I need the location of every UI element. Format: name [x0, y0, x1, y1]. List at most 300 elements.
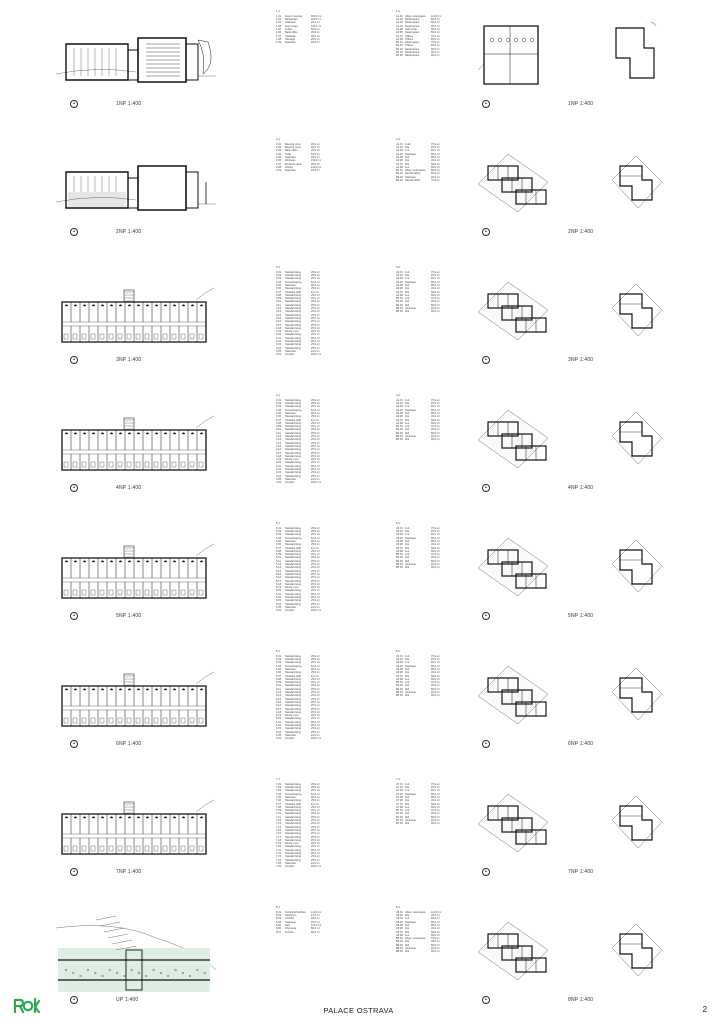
room-area: 80,0 m² [431, 815, 440, 819]
north-arrow-icon [482, 740, 490, 748]
room-code: A3.02 [396, 274, 403, 278]
room-name: Standard king [285, 838, 302, 842]
room-schedule [276, 138, 321, 172]
room-name: Restroom [285, 914, 297, 918]
room-area: 25,0 m² [311, 431, 320, 435]
room-name: Back office [285, 31, 298, 35]
room-code: 1.02 [276, 18, 282, 22]
room-area: 60,0 m² [311, 146, 320, 150]
room-name: Standard king [285, 448, 302, 452]
room-area: 70,0 m² [431, 425, 440, 429]
room-area: 58,0 m² [431, 549, 440, 553]
room-code: 6.06 [276, 671, 282, 675]
room-name: 2+1 [405, 165, 410, 169]
room-name: Standard king [285, 677, 302, 681]
room-code: A7.03 [396, 789, 403, 793]
room-name: Standard king [285, 654, 302, 658]
room-code: B5.04 [396, 563, 403, 567]
room-area: 40,0 m² [311, 330, 320, 334]
room-code: A2.04 [396, 152, 403, 156]
north-arrow-icon [482, 228, 490, 236]
room-name: 3kk [405, 431, 410, 435]
room-name: Event Area [285, 24, 298, 28]
room-area: 30,0 m² [311, 149, 320, 153]
room-code: 3.26 [276, 353, 282, 357]
room-code: 7.16 [276, 832, 282, 836]
room-code: 1.01 [276, 14, 282, 18]
room-name: 2kk [405, 418, 410, 422]
room-area: 60,0 m² [431, 277, 440, 281]
room-code: A2.01 [396, 142, 403, 146]
room-name: Standard king [285, 566, 302, 570]
room-code: 2.05 [276, 155, 282, 159]
room-name: Staircase [405, 920, 416, 924]
room-name: Entrance area [285, 162, 302, 166]
room-name: Standard king [285, 431, 302, 435]
room-name: Staircase [405, 435, 416, 439]
room-schedule-heading: 7.2 [396, 777, 400, 781]
room-code: B8.04 [396, 947, 403, 951]
room-name: Standard king [285, 589, 302, 593]
room-code: A3.08 [396, 293, 403, 297]
room-code: 3.05 [276, 283, 282, 287]
room-area: 25,0 m² [311, 326, 320, 330]
room-area: 32,0 m² [431, 799, 440, 803]
room-code: 5.19 [276, 586, 282, 590]
room-area: 180,0 m² [311, 865, 322, 869]
room-area: 12,0 m² [311, 408, 320, 412]
floor-row [0, 6, 717, 134]
room-code: 6.08 [276, 677, 282, 681]
room-area: 30,0 m² [431, 684, 440, 688]
room-area: 32,0 m² [431, 415, 440, 419]
room-code: 7.04 [276, 792, 282, 796]
north-arrow-icon [482, 996, 490, 1004]
room-code: A3.01 [396, 270, 403, 274]
room-area: 45,0 m² [431, 274, 440, 278]
room-code: A5.05 [396, 539, 403, 543]
room-name: Corridor [285, 609, 295, 613]
room-code: 2.03 [276, 149, 282, 153]
room-name: Standard king [285, 819, 302, 823]
room-schedule-row [276, 41, 321, 44]
room-code: A8.04 [396, 920, 403, 924]
room-area: 25,0 m² [311, 576, 320, 580]
room-area: 25,0 m² [311, 710, 320, 714]
room-name: Standard king [285, 805, 302, 809]
room-name: Retail space [405, 18, 420, 22]
room-code: 7.10 [276, 812, 282, 816]
room-name: 2kk [405, 802, 410, 806]
room-name: Standard king [285, 543, 302, 547]
room-name: Standard king [285, 336, 302, 340]
room-code: 5.05 [276, 539, 282, 543]
room-area: 18,0 m² [311, 41, 320, 45]
room-area: 75,0 m² [431, 398, 440, 402]
building-b-plan [612, 790, 668, 856]
room-name: 2+1 [405, 149, 410, 153]
room-area: 45,0 m² [431, 914, 440, 918]
room-name: Standard king [285, 438, 302, 442]
room-name: Standard king [285, 307, 302, 311]
room-area: 45,0 m² [311, 31, 320, 35]
room-name: Standard king [285, 576, 302, 580]
room-area: 25,0 m² [311, 270, 320, 274]
room-code: A1.04 [396, 24, 403, 28]
room-name: Standard king [285, 852, 302, 856]
room-area: 25,0 m² [311, 323, 320, 327]
room-name: 1kk [405, 927, 410, 931]
room-code: A1.03 [396, 21, 403, 25]
room-area: 95,0 m² [431, 795, 440, 799]
room-code: 4.23 [276, 471, 282, 475]
room-name: Standard king [285, 526, 302, 530]
room-area: 18,0 m² [311, 605, 320, 609]
building-b-plan [612, 662, 668, 728]
room-code: 4.04 [276, 408, 282, 412]
room-area: 58,0 m² [431, 933, 440, 937]
room-area: 58,0 m² [431, 165, 440, 169]
room-name: Cleaning staff [285, 418, 301, 422]
room-schedule [276, 778, 321, 869]
room-code: A4.06 [396, 415, 403, 419]
room-area: 30,0 m² [431, 812, 440, 816]
room-code: 8.04 [276, 920, 282, 924]
room-name: Corridor [285, 737, 295, 741]
room-name: Staircase [285, 169, 296, 173]
room-area: 25,0 m² [311, 789, 320, 793]
building-a-plan [478, 20, 558, 96]
room-code: 6.12 [276, 691, 282, 695]
room-area: 25,0 m² [311, 658, 320, 662]
room-area: 30,0 m² [311, 34, 320, 38]
room-name: 1kk [405, 812, 410, 816]
room-code: 5.16 [276, 576, 282, 580]
room-code: A3.03 [396, 277, 403, 281]
room-area: 12,0 m² [311, 536, 320, 540]
room-area: 25,0 m² [311, 602, 320, 606]
room-code: 5.08 [276, 549, 282, 553]
room-code: 3.08 [276, 293, 282, 297]
room-code: A7.05 [396, 795, 403, 799]
room-code: 4.17 [276, 451, 282, 455]
room-area: 20,0 m² [431, 792, 440, 796]
room-area: 20,0 m² [431, 819, 440, 823]
room-name: Standard king [285, 599, 302, 603]
room-area: 25,0 m² [311, 533, 320, 537]
room-code: 7.08 [276, 805, 282, 809]
room-code: 4.09 [276, 425, 282, 429]
room-name: 2kk [405, 566, 410, 570]
room-area: 20,0 m² [311, 795, 320, 799]
room-schedule-row [276, 931, 321, 934]
room-area: 25,0 m² [311, 320, 320, 324]
room-name: Standard king [285, 710, 302, 714]
room-code: 7.19 [276, 842, 282, 846]
room-name: Standard king [285, 343, 302, 347]
room-area: 25,0 m² [311, 563, 320, 567]
room-area: 25,0 m² [311, 592, 320, 596]
room-area: 18,0 m² [311, 861, 320, 865]
room-area: 40,0 m² [311, 842, 320, 846]
room-area: 95,0 m² [431, 411, 440, 415]
room-code: 1.07 [276, 34, 282, 38]
room-code: A3.05 [396, 283, 403, 287]
building-a-plan [478, 788, 558, 864]
room-area: 25,0 m² [311, 677, 320, 681]
room-area: 25,0 m² [311, 300, 320, 304]
room-name: Staircase [285, 411, 296, 415]
room-code: 3.16 [276, 320, 282, 324]
room-code: B3.04 [396, 307, 403, 311]
room-code: A6.02 [396, 658, 403, 662]
room-area: 25,0 m² [311, 454, 320, 458]
room-area: 25,0 m² [311, 697, 320, 701]
north-arrow-icon [70, 612, 78, 620]
room-name: Staircase [405, 175, 416, 179]
room-schedule-heading: 1.2 [396, 9, 400, 13]
room-code: 4.18 [276, 454, 282, 458]
room-name: Standard king [285, 323, 302, 327]
room-name: Standard king [285, 579, 302, 583]
room-area: 58,0 m² [431, 421, 440, 425]
room-code: 5.12 [276, 563, 282, 567]
room-area: 25,0 m² [311, 435, 320, 439]
room-name: Library [285, 165, 293, 169]
room-area: 60,0 m² [431, 789, 440, 793]
floor-label-left: 1NP 1:400 [116, 101, 142, 107]
room-name: 3+1 [405, 654, 410, 658]
room-area: 80,0 m² [311, 927, 320, 931]
room-area: 25,0 m² [311, 596, 320, 600]
room-area: 80,0 m² [431, 303, 440, 307]
room-code: A6.08 [396, 677, 403, 681]
room-area: 120,0 m² [311, 923, 322, 927]
room-code: 7.12 [276, 819, 282, 823]
room-area: 25,0 m² [311, 556, 320, 560]
room-schedule-row [396, 54, 441, 57]
building-a-plan [478, 404, 558, 480]
room-code: A5.03 [396, 533, 403, 537]
room-name: Standard king [285, 340, 302, 344]
room-area: 25,0 m² [311, 428, 320, 432]
room-code: B6.03 [396, 687, 403, 691]
room-code: 3.11 [276, 303, 281, 307]
room-code: 7.07 [276, 802, 282, 806]
room-name: 4kk [405, 283, 410, 287]
room-code: 6.05 [276, 667, 282, 671]
room-area: 220,0 m² [311, 18, 322, 22]
room-area: 25,0 m² [311, 799, 320, 803]
room-code: 5.26 [276, 609, 282, 613]
room-area: 18,0 m² [311, 477, 320, 481]
room-name: Standard king [285, 421, 302, 425]
room-area: 8,0 m² [311, 546, 319, 550]
room-name: Standard king [285, 582, 302, 586]
room-area: 25,0 m² [311, 572, 320, 576]
room-code: 7.09 [276, 809, 282, 813]
room-code: A7.02 [396, 786, 403, 790]
room-name: 4kk [405, 539, 410, 543]
room-name: Standard king [285, 274, 302, 278]
room-name: 2+1 [405, 933, 410, 937]
room-code: B6.04 [396, 691, 403, 695]
room-name: 2kk [405, 786, 410, 790]
room-code: 6.14 [276, 697, 282, 701]
room-area: 45,0 m² [431, 694, 440, 698]
building-b-plan [612, 534, 668, 600]
room-name: Family room [285, 330, 300, 334]
room-code: 7.05 [276, 795, 282, 799]
north-arrow-icon [482, 868, 490, 876]
room-name: Standard king [285, 592, 302, 596]
room-name: Housekeeping [285, 792, 302, 796]
room-code: 2.01 [276, 142, 282, 146]
room-code: 6.20 [276, 717, 282, 721]
room-area: 20,0 m² [431, 536, 440, 540]
room-area: 8,0 m² [311, 290, 319, 294]
room-code: 5.06 [276, 543, 282, 547]
room-name: 2kk [405, 310, 410, 314]
room-name: Standard king [285, 435, 302, 439]
room-name: Standard king [285, 845, 302, 849]
room-code: 6.07 [276, 674, 282, 678]
room-name: 2kk [405, 146, 410, 150]
room-area: 20,0 m² [311, 920, 320, 924]
room-area: 48,0 m² [431, 290, 440, 294]
room-area: 95,0 m² [431, 923, 440, 927]
room-code: 3.17 [276, 323, 282, 327]
room-area: 70,0 m² [431, 297, 440, 301]
room-name: 2kk [405, 290, 410, 294]
room-name: 2kk [405, 162, 410, 166]
room-area: 58,0 m² [431, 293, 440, 297]
room-code: 1.09 [276, 41, 282, 45]
room-area: 25,0 m² [311, 832, 320, 836]
room-name: 2+1 [405, 553, 410, 557]
room-code: 5.07 [276, 546, 282, 550]
room-schedule-row [396, 179, 440, 182]
north-arrow-icon [70, 740, 78, 748]
room-code: 4.22 [276, 468, 282, 472]
room-area: 25,0 m² [311, 704, 320, 708]
room-name: Staircase [405, 563, 416, 567]
room-code: 6.11 [276, 687, 281, 691]
room-name: Café shop [405, 27, 417, 31]
room-area: 25,0 m² [311, 809, 320, 813]
room-name: Standard king [285, 405, 302, 409]
room-name: Staircase [285, 861, 296, 865]
room-name: 1kk [405, 287, 410, 291]
room-code: 5.01 [276, 526, 282, 530]
room-name: Standard king [285, 691, 302, 695]
room-name: 3+1 [405, 270, 410, 274]
room-name: Housekeeping [285, 664, 302, 668]
room-area: 95,0 m² [431, 667, 440, 671]
room-code: 7.06 [276, 799, 282, 803]
room-area: 20,0 m² [311, 667, 320, 671]
room-code: 5.17 [276, 579, 282, 583]
room-name: Standard king [285, 415, 302, 419]
room-area: 25,0 m² [311, 471, 320, 475]
room-code: B2.04 [396, 179, 403, 183]
room-code: 4.08 [276, 421, 282, 425]
room-area: 120,0 m² [431, 910, 442, 914]
room-area: 180,0 m² [311, 14, 322, 18]
room-area: 45,0 m² [431, 24, 440, 28]
room-area: 25,0 m² [311, 336, 320, 340]
room-name: Staircase [285, 349, 296, 353]
room-area: 70,0 m² [431, 681, 440, 685]
north-arrow-icon [482, 612, 490, 620]
room-name: 2+1 [405, 405, 410, 409]
room-name: Standard king [285, 720, 302, 724]
room-schedule-heading: 5.2 [396, 521, 400, 525]
room-name: Staircase [285, 283, 296, 287]
room-code: 8.06 [276, 927, 282, 931]
room-name: Foyer / Lounge [285, 14, 303, 18]
room-area: 80,0 m² [431, 18, 440, 22]
room-area: 20,0 m² [311, 411, 320, 415]
room-name: Standard king [285, 786, 302, 790]
room-name: Retail space [405, 47, 420, 51]
room-name: Standard king [285, 704, 302, 708]
room-name: Staircase [405, 664, 416, 668]
room-area: 25,0 m² [311, 599, 320, 603]
room-name: Standard king [285, 451, 302, 455]
room-schedule-row [276, 737, 321, 740]
room-code: B5.02 [396, 556, 403, 560]
room-name: Standard king [285, 428, 302, 432]
floor-plan-left [56, 398, 228, 490]
room-name: Meeting room [285, 146, 301, 150]
room-code: 1.03 [276, 21, 282, 25]
room-schedule-heading: 8.2 [396, 905, 400, 909]
room-area: 25,0 m² [311, 812, 320, 816]
room-code: 8.03 [276, 917, 282, 921]
room-area: 95,0 m² [431, 155, 440, 159]
room-name: 1kk [405, 428, 410, 432]
room-code: A4.01 [396, 398, 403, 402]
room-code: A8.08 [396, 933, 403, 937]
room-name: Standard king [285, 346, 302, 350]
room-area: 25,0 m² [311, 855, 320, 859]
room-name: Retail space [405, 51, 420, 55]
room-code: A4.05 [396, 411, 403, 415]
room-area: 25,0 m² [311, 438, 320, 442]
room-area: 40,0 m² [311, 586, 320, 590]
building-b-plan [612, 406, 668, 472]
room-name: Offices [405, 34, 414, 38]
room-code: 3.23 [276, 343, 282, 347]
room-area: 75,0 m² [431, 782, 440, 786]
room-name: 3+kk [405, 142, 411, 146]
room-name: 1kk [405, 684, 410, 688]
room-name: 2kk [405, 694, 410, 698]
room-schedule-heading: 6.1 [276, 649, 280, 653]
room-name: 2kk [405, 546, 410, 550]
room-area: 90,0 m² [431, 27, 440, 31]
room-name: 2+1 [405, 421, 410, 425]
room-code: A4.02 [396, 402, 403, 406]
room-name: Standard king [285, 717, 302, 721]
room-name: Housekeeping [285, 280, 302, 284]
room-code: A4.03 [396, 405, 403, 409]
room-name: Family room [285, 842, 300, 846]
room-area: 25,0 m² [311, 274, 320, 278]
room-code: B4.05 [396, 438, 403, 442]
room-area: 60,0 m² [311, 930, 320, 934]
